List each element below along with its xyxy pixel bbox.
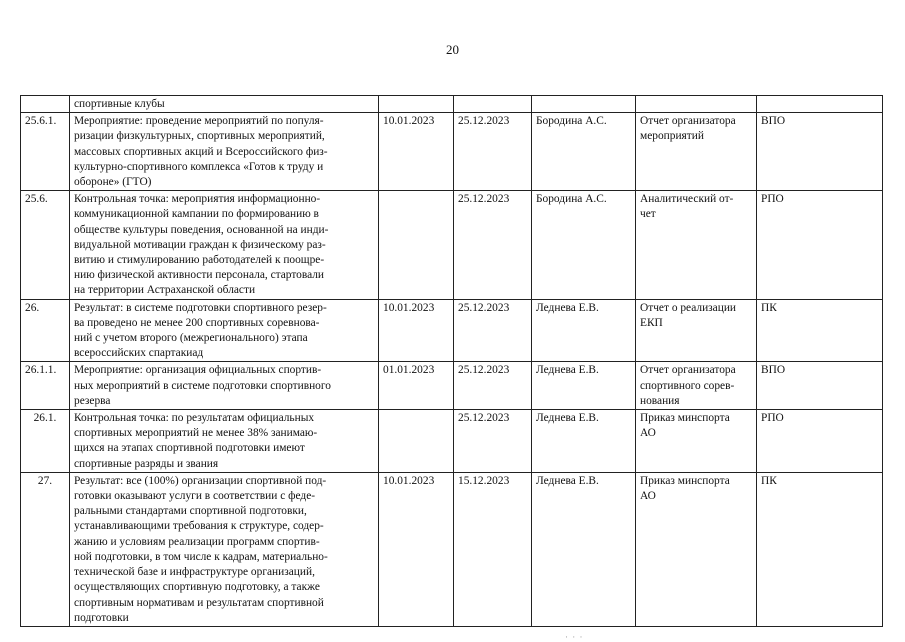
cell-end-date bbox=[454, 191, 532, 299]
cell-description bbox=[70, 299, 379, 362]
cell-description-line: устанавливающими требования к структуре, содер- bbox=[74, 520, 324, 533]
cell-document-line: нования bbox=[640, 394, 680, 407]
cell-responsible-text: Леднева Е.В. bbox=[536, 301, 599, 314]
table-row bbox=[21, 410, 883, 473]
cell-description-line: Контрольная точка: мероприятия информационно- bbox=[74, 193, 321, 206]
cell-description-line: видуальной мотивации граждан к физическому раз- bbox=[74, 238, 326, 251]
cell-description-line: коммуникационной кампании по формированию в bbox=[74, 208, 319, 221]
cell-number-text: 26.1.1. bbox=[25, 364, 57, 377]
cell-control-level bbox=[757, 410, 883, 473]
cell-responsible bbox=[532, 96, 636, 113]
cell-description-line: Результат: все (100%) организации спортивной под- bbox=[74, 474, 327, 487]
cell-number-text: 25.6. bbox=[25, 193, 48, 206]
cell-description-line: Результат: в системе подготовки спортивного резер- bbox=[74, 301, 327, 314]
cell-document-line: Отчет организатора bbox=[640, 115, 736, 128]
cell-control-level-text: РПО bbox=[761, 412, 784, 425]
table-row bbox=[21, 362, 883, 410]
cell-number-text: 26. bbox=[25, 301, 40, 314]
cell-control-level bbox=[757, 96, 883, 113]
cell-end-date-text: 25.12.2023 bbox=[458, 115, 510, 128]
cell-end-date-text: 25.12.2023 bbox=[458, 364, 510, 377]
table-row bbox=[21, 96, 883, 113]
cell-number-text: 26.1. bbox=[33, 412, 57, 425]
cell-start-date bbox=[379, 472, 454, 626]
table-row bbox=[21, 472, 883, 626]
cell-document-line: Отчет о реализации bbox=[640, 301, 737, 314]
cell-control-level-text: ПК bbox=[761, 474, 777, 487]
cell-description-line: всероссийских спартакиад bbox=[74, 347, 204, 360]
cell-start-date bbox=[379, 96, 454, 113]
cell-description-line: Контрольная точка: по результатам официальных bbox=[74, 412, 315, 425]
cell-document bbox=[636, 472, 757, 626]
cell-document-line: Аналитический от- bbox=[640, 193, 734, 206]
plan-table bbox=[20, 95, 883, 627]
cell-control-level-text: РПО bbox=[761, 193, 784, 206]
cell-document-line: Отчет организатора bbox=[640, 364, 736, 377]
cell-document-line: чет bbox=[640, 208, 656, 221]
cell-control-level bbox=[757, 472, 883, 626]
cell-description-line: культурно-спортивного комплекса «Готов к труду и bbox=[74, 160, 324, 173]
cell-description-line: спортивных мероприятий не менее 38% занимаю- bbox=[74, 427, 318, 440]
cell-description-line: резерва bbox=[74, 394, 111, 407]
cell-start-date-text: 10.01.2023 bbox=[383, 474, 435, 487]
cell-number bbox=[21, 191, 70, 299]
cell-responsible-text: Бородина А.С. bbox=[536, 193, 607, 206]
cell-end-date bbox=[454, 96, 532, 113]
cell-end-date-text: 25.12.2023 bbox=[458, 301, 510, 314]
cell-control-level bbox=[757, 113, 883, 191]
cell-number-text: 25.6.1. bbox=[25, 115, 57, 128]
cell-responsible bbox=[532, 472, 636, 626]
cell-description-line: ральными стандартами спортивной подготовки, bbox=[74, 505, 307, 518]
cell-document bbox=[636, 410, 757, 473]
cell-number bbox=[21, 113, 70, 191]
cell-document bbox=[636, 96, 757, 113]
cell-description-line: Мероприятие: организация официальных спортив- bbox=[74, 364, 322, 377]
cell-description-line: ных мероприятий в системе подготовки спортивного bbox=[74, 379, 331, 392]
cell-document-line: мероприятий bbox=[640, 130, 704, 143]
cell-description-line: Мероприятие: проведение мероприятий по популя- bbox=[74, 115, 324, 128]
cell-end-date-text: 25.12.2023 bbox=[458, 193, 510, 206]
cell-end-date bbox=[454, 472, 532, 626]
cell-control-level-text: ВПО bbox=[761, 364, 786, 377]
cell-responsible-text: Леднева Е.В. bbox=[536, 364, 599, 377]
cell-description bbox=[70, 410, 379, 473]
cell-description-line: спортивным нормативам и результатам спортивной bbox=[74, 596, 324, 609]
page-number: 20 bbox=[446, 42, 459, 57]
table-row bbox=[21, 113, 883, 191]
cell-control-level bbox=[757, 299, 883, 362]
cell-responsible bbox=[532, 410, 636, 473]
cell-description bbox=[70, 113, 379, 191]
cell-end-date bbox=[454, 410, 532, 473]
cell-document-line: Приказ минспорта bbox=[640, 474, 730, 487]
cell-description-line: ризации физкультурных, спортивных мероприятий, bbox=[74, 130, 325, 143]
cell-description-line: щихся на этапах спортивной подготовки имеют bbox=[74, 442, 305, 455]
cell-responsible bbox=[532, 362, 636, 410]
scan-artifact: · · · bbox=[565, 632, 584, 642]
cell-description-line: нию физической активности персонала, стартовали bbox=[74, 269, 325, 282]
cell-description-line: обороне» (ГТО) bbox=[74, 176, 152, 189]
cell-document-line: Приказ минспорта bbox=[640, 412, 730, 425]
cell-description bbox=[70, 472, 379, 626]
cell-description-line: жанию и условиям реализации программ спортив- bbox=[74, 535, 320, 548]
cell-end-date bbox=[454, 362, 532, 410]
cell-number bbox=[21, 96, 70, 113]
cell-start-date bbox=[379, 113, 454, 191]
table-row bbox=[21, 191, 883, 299]
cell-start-date-text: 10.01.2023 bbox=[383, 301, 435, 314]
cell-start-date bbox=[379, 299, 454, 362]
cell-responsible-text: Леднева Е.В. bbox=[536, 412, 599, 425]
cell-control-level-text: ВПО bbox=[761, 115, 786, 128]
cell-description bbox=[70, 362, 379, 410]
cell-document-line: АО bbox=[640, 490, 656, 503]
cell-start-date bbox=[379, 410, 454, 473]
cell-responsible bbox=[532, 299, 636, 362]
cell-end-date-text: 15.12.2023 bbox=[458, 474, 510, 487]
cell-responsible bbox=[532, 113, 636, 191]
cell-description-line: ний с учетом второго (межрегионального) этапа bbox=[74, 332, 308, 345]
cell-number bbox=[21, 410, 70, 473]
cell-document-line: ЕКП bbox=[640, 316, 663, 329]
cell-number-text: 27. bbox=[37, 474, 53, 487]
cell-control-level bbox=[757, 191, 883, 299]
cell-description-line: готовки оказывают услуги в соответствии с феде- bbox=[74, 490, 316, 503]
cell-responsible-text: Бородина А.С. bbox=[536, 115, 607, 128]
cell-document bbox=[636, 362, 757, 410]
cell-description-line: обществе культуры поведения, основанной на инди- bbox=[74, 223, 329, 236]
cell-description-line: технической базе и инфраструктуре организаций, bbox=[74, 566, 315, 579]
table-row bbox=[21, 299, 883, 362]
cell-description-line: спортивные разряды и звания bbox=[74, 457, 219, 470]
cell-description-line: на территории Астраханской области bbox=[74, 284, 256, 297]
cell-responsible bbox=[532, 191, 636, 299]
cell-description-line: ва проведено не менее 200 спортивных соревнова- bbox=[74, 316, 320, 329]
cell-start-date bbox=[379, 362, 454, 410]
cell-control-level bbox=[757, 362, 883, 410]
cell-document bbox=[636, 113, 757, 191]
cell-number bbox=[21, 472, 70, 626]
cell-start-date-text: 01.01.2023 bbox=[383, 364, 435, 377]
cell-description bbox=[70, 191, 379, 299]
cell-document-line: АО bbox=[640, 427, 656, 440]
cell-end-date-text: 25.12.2023 bbox=[458, 412, 510, 425]
cell-start-date-text: 10.01.2023 bbox=[383, 115, 435, 128]
cell-document bbox=[636, 191, 757, 299]
cell-description bbox=[70, 96, 379, 113]
cell-number bbox=[21, 299, 70, 362]
cell-control-level-text: ПК bbox=[761, 301, 777, 314]
cell-number bbox=[21, 362, 70, 410]
cell-description-line: массовых спортивных акций и Всероссийского физ- bbox=[74, 145, 328, 158]
cell-document-line: спортивного сорев- bbox=[640, 379, 735, 392]
plan-table-body bbox=[21, 96, 883, 627]
cell-description-line: спортивные клубы bbox=[74, 98, 165, 110]
cell-description-line: подготовки bbox=[74, 611, 129, 624]
cell-end-date bbox=[454, 113, 532, 191]
cell-start-date bbox=[379, 191, 454, 299]
cell-description-line: витию и стимулированию работодателей к поощре- bbox=[74, 254, 325, 267]
cell-responsible-text: Леднева Е.В. bbox=[536, 474, 599, 487]
cell-description-line: ной подготовки, в том числе к кадрам, материально- bbox=[74, 550, 328, 563]
cell-description-line: осуществляющих спортивную подготовку, а также bbox=[74, 581, 320, 594]
cell-document bbox=[636, 299, 757, 362]
cell-end-date bbox=[454, 299, 532, 362]
